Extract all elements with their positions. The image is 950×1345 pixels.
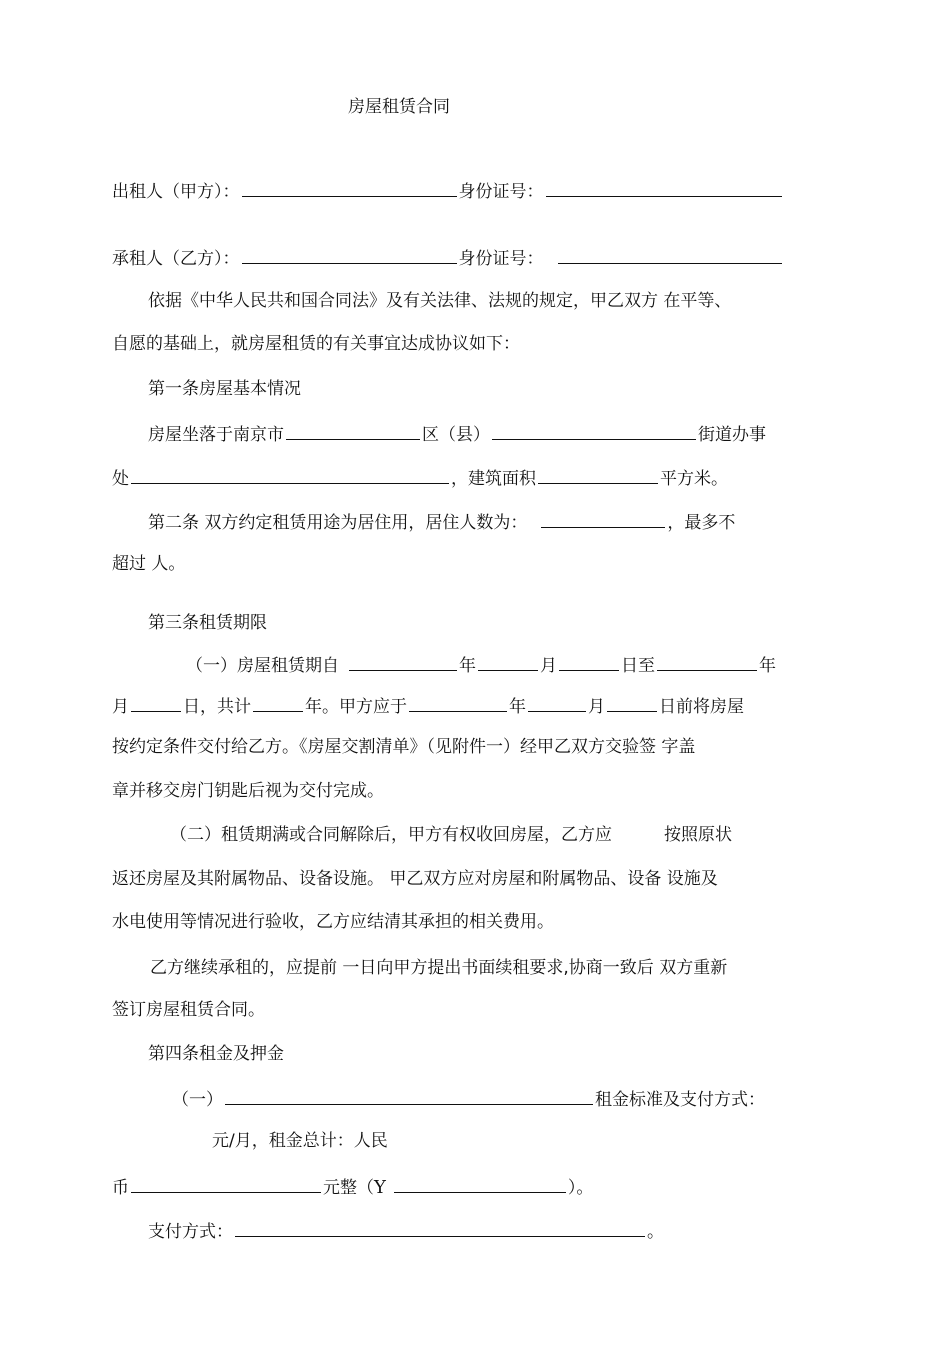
month-label: 月 [540,656,557,676]
total-rent-figure-blank[interactable] [394,1174,566,1193]
lessor-name-blank[interactable] [242,178,457,197]
office-label: 处 [112,469,129,489]
lessor-id-label: 身份证号： [458,182,544,202]
lessee-label: 承租人（乙方）： [112,249,240,269]
rent-prefix: （一） [172,1090,223,1110]
article-3-line-1 [186,652,776,677]
start-year-blank[interactable] [349,652,457,671]
intro-line-2: 自愿的基础上，就房屋租赁的有关事宜达成协议如下： [112,334,520,354]
street-office-label: 街道办事 [698,425,766,445]
lessor-id-blank[interactable] [546,178,782,197]
total-rent-blank[interactable] [131,1174,321,1193]
article-2-line-1 [148,509,735,534]
month-label-2: 月 [112,697,129,717]
rent-standard-label: 租金标准及支付方式： [595,1090,765,1110]
article-3-line-4: 章并移交房门钥匙后视为交付完成。 [112,781,384,801]
article-4-title: 第四条租金及押金 [148,1044,284,1064]
article-3-line-3: 按约定条件交付给乙方。《房屋交割清单》（见附件一）经甲乙双方交验签 字盖 [112,737,696,757]
lessor-label: 出租人（甲方）： [112,182,240,202]
area-label: ，建筑面积 [451,469,536,489]
day-total-label: 日，共计 [183,697,251,717]
total-years-blank[interactable] [253,693,303,712]
day-to-label: 日至 [621,656,655,676]
article-2-text: 第二条 双方约定租赁用途为居住用，居住人数为： [148,513,528,533]
district-blank[interactable] [286,421,420,440]
article-3-title: 第三条租赁期限 [148,613,267,633]
payment-label: 支付方式： [148,1222,233,1242]
year-label: 年 [459,656,476,676]
article-3-line-8: 乙方继续承租的，应提前 一日向甲方提出书面续租要求,协商一致后 双方重新 [150,958,728,978]
article-1-line-2 [112,465,728,490]
return-text-b: 按照原状 [664,825,732,845]
end-month-blank[interactable] [131,693,181,712]
residents-blank[interactable] [541,509,665,528]
intro-line-1: 依据《中华人民共和国合同法》及有关法律、法规的规定，甲乙双方 在平等、 [148,291,732,311]
deliver-month-blank[interactable] [528,693,586,712]
start-day-blank[interactable] [559,652,619,671]
close-paren: ）。 [567,1178,594,1198]
location-label: 房屋坐落于南京市 [148,425,284,445]
district-label: 区（县） [422,425,490,445]
year-label-2: 年 [759,656,776,676]
lessee-name-blank[interactable] [242,245,457,264]
article-3-line-9: 签订房屋租赁合同。 [112,1000,265,1020]
payment-row [148,1218,664,1243]
rent-blank[interactable] [225,1086,593,1105]
deliver-end-label: 日前将房屋 [659,697,744,717]
article-2-max: ，最多不 [667,513,736,533]
article-3-line-6: 返还房屋及其附属物品、设备设施。 甲乙双方应对房屋和附属物品、设备 设施及 [112,869,718,889]
term-label: （一）房屋租赁期自 [186,656,339,676]
deliver-label: 年。甲方应于 [305,697,407,717]
document-title: 房屋租赁合同 [348,97,450,117]
article-3-line-5 [170,824,732,846]
address-blank[interactable] [131,465,449,484]
article-4-line-2: 元/月，租金总计：人民 [212,1131,388,1151]
deliver-day-blank[interactable] [607,693,657,712]
area-unit: 平方米。 [660,469,728,489]
lessee-row [112,245,784,270]
month-label-3: 月 [588,697,605,717]
year-label-3: 年 [509,697,526,717]
article-1-line-1 [148,421,766,446]
lessee-id-blank[interactable] [558,245,782,264]
yuan-label: 元整（ [323,1178,374,1198]
article-1-title: 第一条房屋基本情况 [148,379,301,399]
article-4-line-3 [112,1174,593,1199]
yuan-symbol: Y [374,1177,386,1198]
article-2-line-2: 超过 人。 [112,554,186,574]
payment-blank[interactable] [235,1218,645,1237]
currency-label: 币 [112,1178,129,1198]
end-year-blank[interactable] [657,652,757,671]
lessor-row [112,178,784,203]
article-3-line-2 [112,693,744,718]
street-blank[interactable] [492,421,696,440]
lessee-id-label: 身份证号： [458,249,544,269]
start-month-blank[interactable] [478,652,538,671]
return-text: （二）租赁期满或合同解除后，甲方有权收回房屋，乙方应 [170,825,612,845]
payment-end: 。 [647,1222,664,1242]
area-blank[interactable] [538,465,658,484]
article-4-line-1 [172,1086,765,1111]
article-3-line-7: 水电使用等情况进行验收，乙方应结清其承担的相关费用。 [112,912,554,932]
deliver-year-blank[interactable] [409,693,507,712]
